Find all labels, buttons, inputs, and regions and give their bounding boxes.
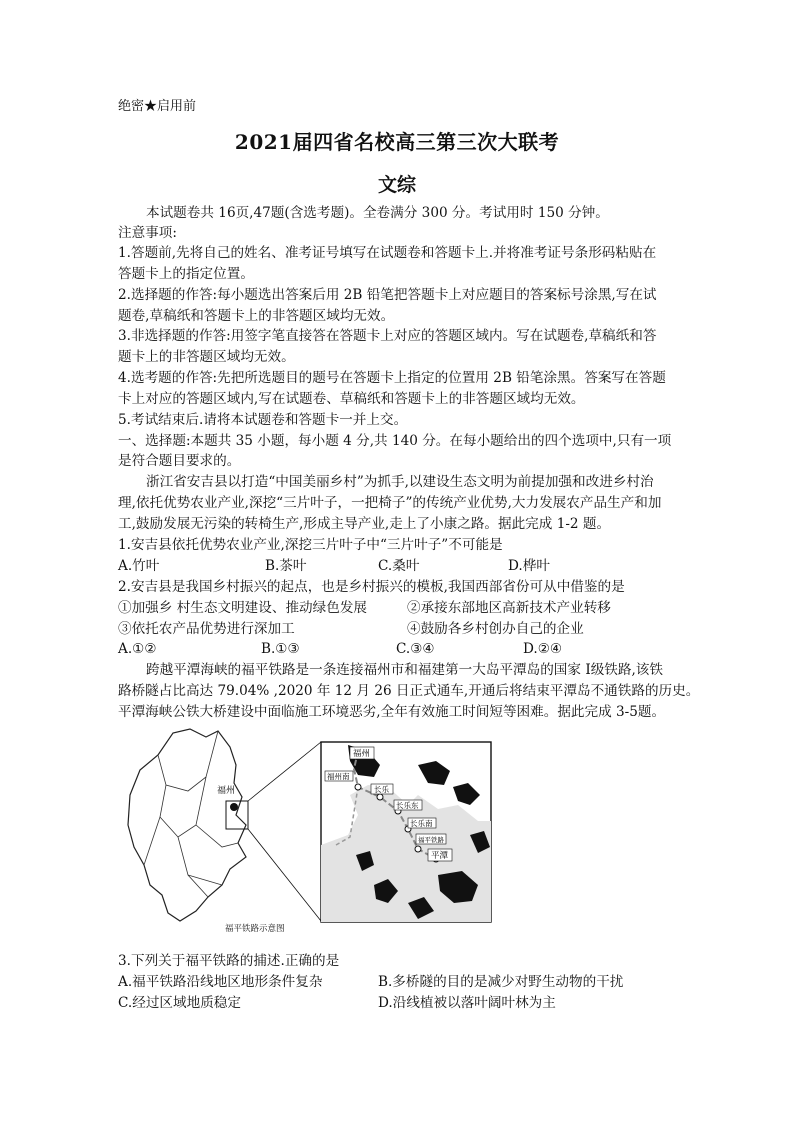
note-line: 5.考试结束后.请将本试题卷和答题卡一并上交。 — [118, 412, 408, 428]
notes-heading: 注意事项: — [118, 225, 177, 241]
option-d: D.桦叶 — [508, 558, 550, 574]
option-a: A.福平铁路沿线地区地形条件复杂 — [118, 974, 323, 990]
option-b: B.多桥隧的目的是减少对野生动物的干扰 — [378, 974, 624, 990]
map-label-railway: 福平铁路 — [418, 836, 444, 844]
item-2: ②承接东部地区高新技术产业转移 — [407, 600, 611, 616]
map-label-fuzhou-main: 福州 — [217, 786, 236, 796]
passage-line: 工,鼓励发展无污染的转椅生产,形成主导产业,走上了小康之路。据此完成 1-2 题。 — [118, 516, 611, 532]
item-4: ④鼓励各乡村创办自己的企业 — [407, 621, 584, 637]
item-3: ③依托农产品优势进行深加工 — [118, 621, 295, 637]
section-heading: 一、选择题:本题共 35 小题，每小题 4 分,共 140 分。在每小题给出的四个选项中,只有一项 — [118, 433, 672, 449]
note-line: 3.非选择题的作答:用签字笔直接答在答题卡上对应的答题区域内。写在试题卷,草稿纸和答 — [118, 328, 657, 344]
subject-title: 文综 — [377, 174, 416, 196]
option-c: C.③④ — [396, 641, 435, 657]
passage-line: 平潭海峡公铁大桥建设中面临施工环境恶劣,全年有效施工时间短等困难。据此完成 3-5题。 — [118, 704, 666, 720]
secret-mark: 绝密★启用前 — [118, 99, 197, 114]
note-line: 卡上对应的答题区域内,写在试题卷、草稿纸和答题卡上的非答题区域均无效。 — [118, 391, 585, 407]
map-label-pingtan: 平潭 — [431, 851, 449, 861]
option-b: B.茶叶 — [265, 558, 307, 574]
question-2-stem: 2.安吉县是我国乡村振兴的起点，也是乡村振兴的模板,我国西部省份可从中借鉴的是 — [118, 579, 625, 595]
question-3-stem: 3.下列关于福平铁路的捕述.正确的是 — [118, 953, 340, 969]
passage-line: 浙江省安吉县以打造“中国美丽乡村”为抓手,以建设生态文明为前提加强和改进乡村治 — [146, 474, 654, 490]
passage-line: 路桥隧占比高达 79.04% ,2020 年 12 月 26 日正式通车,开通后将结束平潭岛不通铁路的历史。 — [118, 683, 700, 699]
exam-title: 2021届四省名校高三第三次大联考 — [234, 130, 560, 154]
note-line: 1.答题前,先将自己的姓名、准考证号填写在试题卷和答题卡上.并将准考证号条形码粘贴在 — [118, 245, 657, 261]
map-label-changle: 长乐 — [374, 785, 389, 794]
map-caption: 福平铁路示意图 — [225, 924, 285, 934]
map-label-changle-south: 长乐南 — [410, 819, 433, 828]
option-a: A.①② — [118, 641, 157, 657]
passage-line: 跨越平潭海峡的福平铁路是一条连接福州市和福建第一大岛平潭岛的国家 I级铁路,该铁 — [146, 662, 663, 678]
note-line: 题卷,草稿纸和答题卡上的非答题区域均无效。 — [118, 308, 395, 324]
note-line: 答题卡上的指定位置。 — [118, 266, 254, 282]
map-label-changle-east: 长乐东 — [396, 801, 419, 810]
intro-text: 本试题卷共 16页,47题(含选考题)。全卷满分 300 分。考试用时 150 分钟。 — [146, 205, 609, 221]
fuping-railway-map — [118, 725, 494, 941]
option-c: C.桑叶 — [378, 558, 420, 574]
map-graphic — [118, 725, 494, 941]
map-label-fuzhou-south: 福州南 — [327, 772, 350, 781]
option-a: A.竹叶 — [118, 558, 160, 574]
section-heading: 是符合题目要求的。 — [118, 453, 241, 469]
option-c: C.经过区域地质稳定 — [118, 995, 241, 1011]
note-line: 4.选考题的作答:先把所选题目的题号在答题卡上指定的位置用 2B 铅笔涂黑。答案写在答题 — [118, 370, 666, 386]
map-label-fuzhou: 福州 — [353, 749, 371, 759]
question-1-stem: 1.安吉县依托优势农业产业,深挖三片叶子中“三片叶子”不可能是 — [118, 537, 503, 553]
passage-line: 理,依托优势农业产业,深挖“三片叶子，一把椅子”的传统产业优势,大力发展农产品生产和加 — [118, 495, 662, 511]
item-1: ①加强乡 村生态文明建设、推动绿色发展 — [118, 600, 368, 616]
option-d: D.②④ — [523, 641, 563, 657]
note-line: 2.选择题的作答:每小题选出答案后用 2B 铅笔把答题卡上对应题目的答案标号涂黑,写在试 — [118, 287, 657, 303]
option-b: B.①③ — [261, 641, 300, 657]
note-line: 题卡上的非答题区域均无效。 — [118, 349, 295, 365]
option-d: D.沿线植被以落叶阔叶林为主 — [378, 995, 556, 1011]
